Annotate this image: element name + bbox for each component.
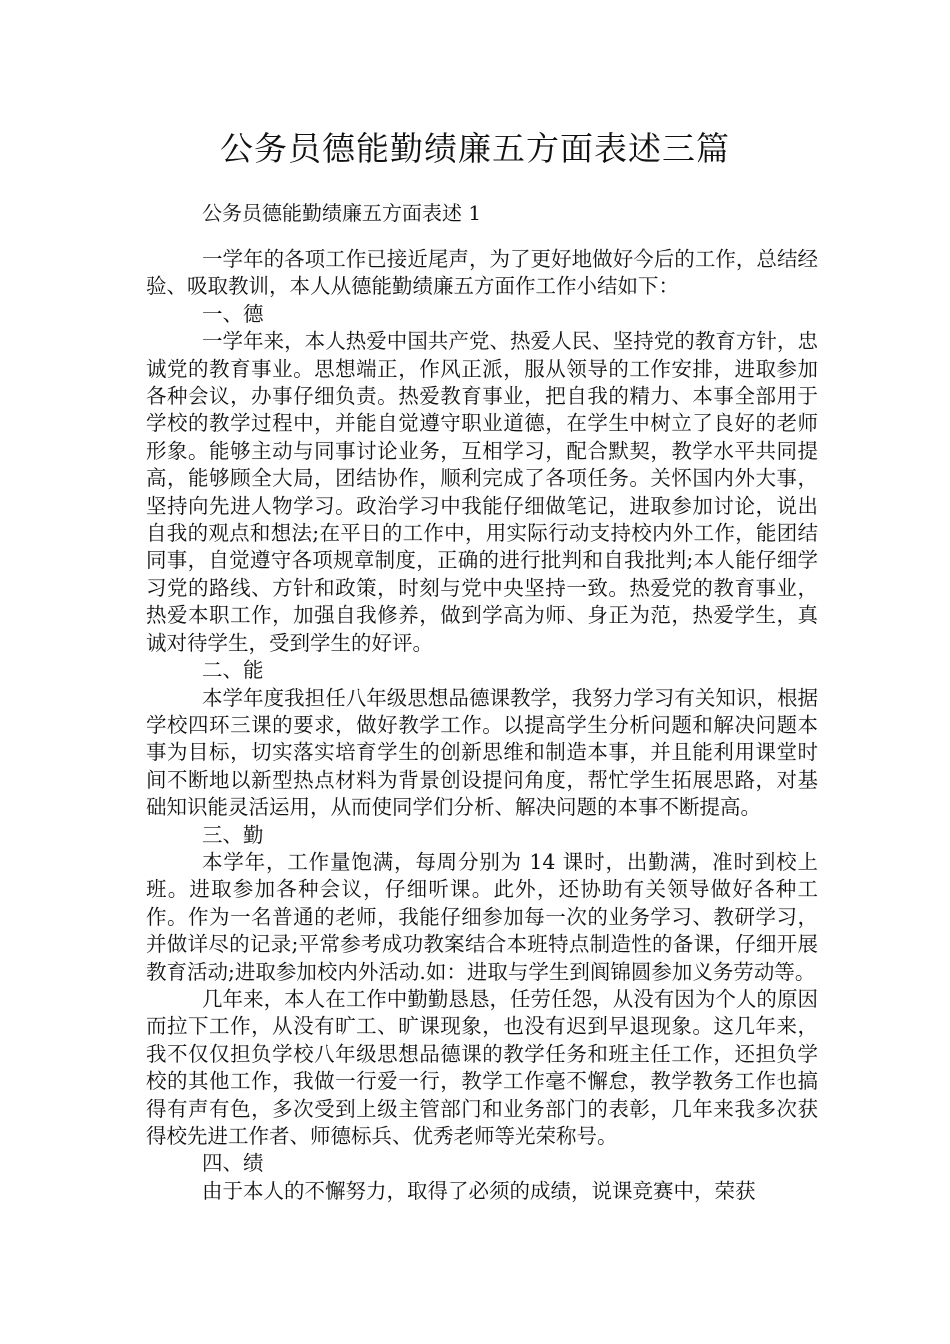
section-heading-qin: 三、勤 xyxy=(202,822,264,847)
paragraph-neng: 本学年度我担任八年级思想品德课教学，我努力学习有关知识，根据学校四环三课的要求，做好教学工作。以提高学生分析问题和解决问题本事为目标，切实落实培育学生的创新思维和制造本事，并且能利用课堂时间不断地以新型热点材料为背景创设提问角度，帮忙学生拓展思路，对基础知识能灵活运用，从而使同学们分析、解决问题的本事不断提高。 xyxy=(146,685,818,820)
paragraph-intro: 一学年的各项工作已接近尾声，为了更好地做好今后的工作，总结经验、吸取教训，本人从德能勤绩廉五方面作工作小结如下： xyxy=(146,247,818,299)
paragraph-ji: 由于本人的不懈努力，取得了必须的成绩，说课竞赛中，荣获 xyxy=(202,1178,756,1203)
document-subtitle: 公务员德能勤绩廉五方面表述 1 xyxy=(202,201,482,225)
paragraph-qin-2: 几年来，本人在工作中勤勤恳恳，任劳任怨，从没有因为个人的原因而拉下工作，从没有旷工、旷课现象，也没有迟到早退现象。这几年来，我不仅仅担负学校八年级思想品德课的教学任务和班主任工作，还担负学校的其他工作，我做一行爱一行，教学工作毫不懈怠，教学教务工作也搞得有声有色，多次受到上级主管部门和业务部门的表彰，几年来我多次获得校先进工作者、师德标兵、优秀老师等光荣称号。 xyxy=(146,986,818,1148)
paragraph-qin-1: 本学年，工作量饱满，每周分别为 14 课时，出勤满，准时到校上班。进取参加各种会议，仔细听课。此外，还协助有关领导做好各种工作。作为一名普通的老师，我能仔细参加每一次的业务学习、教研学习，并做详尽的记录;平常参考成功教案结合本班特点制造性的备课，仔细开展教育活动;进取参加校内外活动.如：进取与学生到阆锦圆参加义务劳动等。 xyxy=(146,849,818,984)
document-title: 公务员德能勤绩廉五方面表述三篇 xyxy=(220,129,730,168)
section-heading-ji: 四、绩 xyxy=(202,1151,264,1176)
section-heading-de: 一、德 xyxy=(202,301,264,326)
paragraph-de: 一学年来，本人热爱中国共产党、热爱人民、坚持党的教育方针，忠诚党的教育事业。思想端正，作风正派，服从领导的工作安排，进取参加各种会议，办事仔细负责。热爱教育事业，把自我的精力、本事全部用于学校的教学过程中，并能自觉遵守职业道德，在学生中树立了良好的老师形象。能够主动与同事讨论业务，互相学习，配合默契，教学水平共同提高，能够顾全大局，团结协作，顺利完成了各项任务。关怀国内外大事，坚持向先进人物学习。政治学习中我能仔细做笔记，进取参加讨论，说出自我的观点和想法;在平日的工作中，用实际行动支持校内外工作，能团结同事，自觉遵守各项规章制度，正确的进行批判和自我批判;本人能仔细学习党的路线、方针和政策，时刻与党中央坚持一致。热爱党的教育事业，热爱本职工作，加强自我修养，做到学高为师、身正为范，热爱学生，真诚对待学生，受到学生的好评。 xyxy=(146,329,818,655)
document-body xyxy=(146,246,818,1205)
section-heading-neng: 二、能 xyxy=(202,658,264,683)
